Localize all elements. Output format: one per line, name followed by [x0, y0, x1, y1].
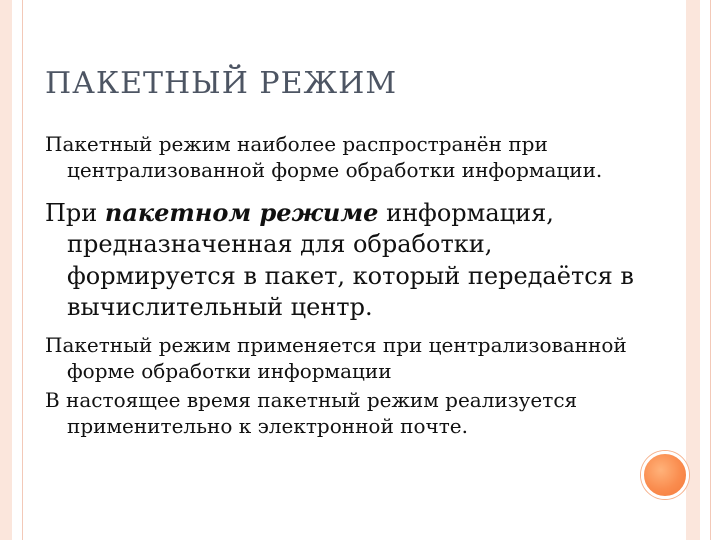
paragraph-3: Пакетный режим применяется при централизованной форме обработки информации [45, 332, 627, 383]
slide-title: ПАКЕТНЫЙ РЕЖИМ [45, 66, 398, 101]
paragraph-2-end: информация, предназначенная для обработки, формируется в пакет, который передаётся в вычислительный центр. [67, 199, 634, 321]
slide-body [45, 132, 665, 439]
right-frame-band [686, 0, 700, 540]
paragraph-1: Пакетный режим наиболее распространён при централизованной форме обработки информации. [45, 132, 603, 182]
left-frame-band [0, 0, 12, 540]
paragraph-2-start: При [45, 199, 105, 228]
paragraph-2 [45, 197, 665, 323]
left-frame-line [22, 0, 23, 540]
orange-circle-decoration [641, 451, 689, 499]
right-frame-line [710, 0, 711, 540]
paragraph-2-emphasis: пакетном режиме [104, 198, 379, 228]
paragraph-4: В настоящее время пакетный режим реализуется применительно к электронной почте. [45, 388, 578, 438]
